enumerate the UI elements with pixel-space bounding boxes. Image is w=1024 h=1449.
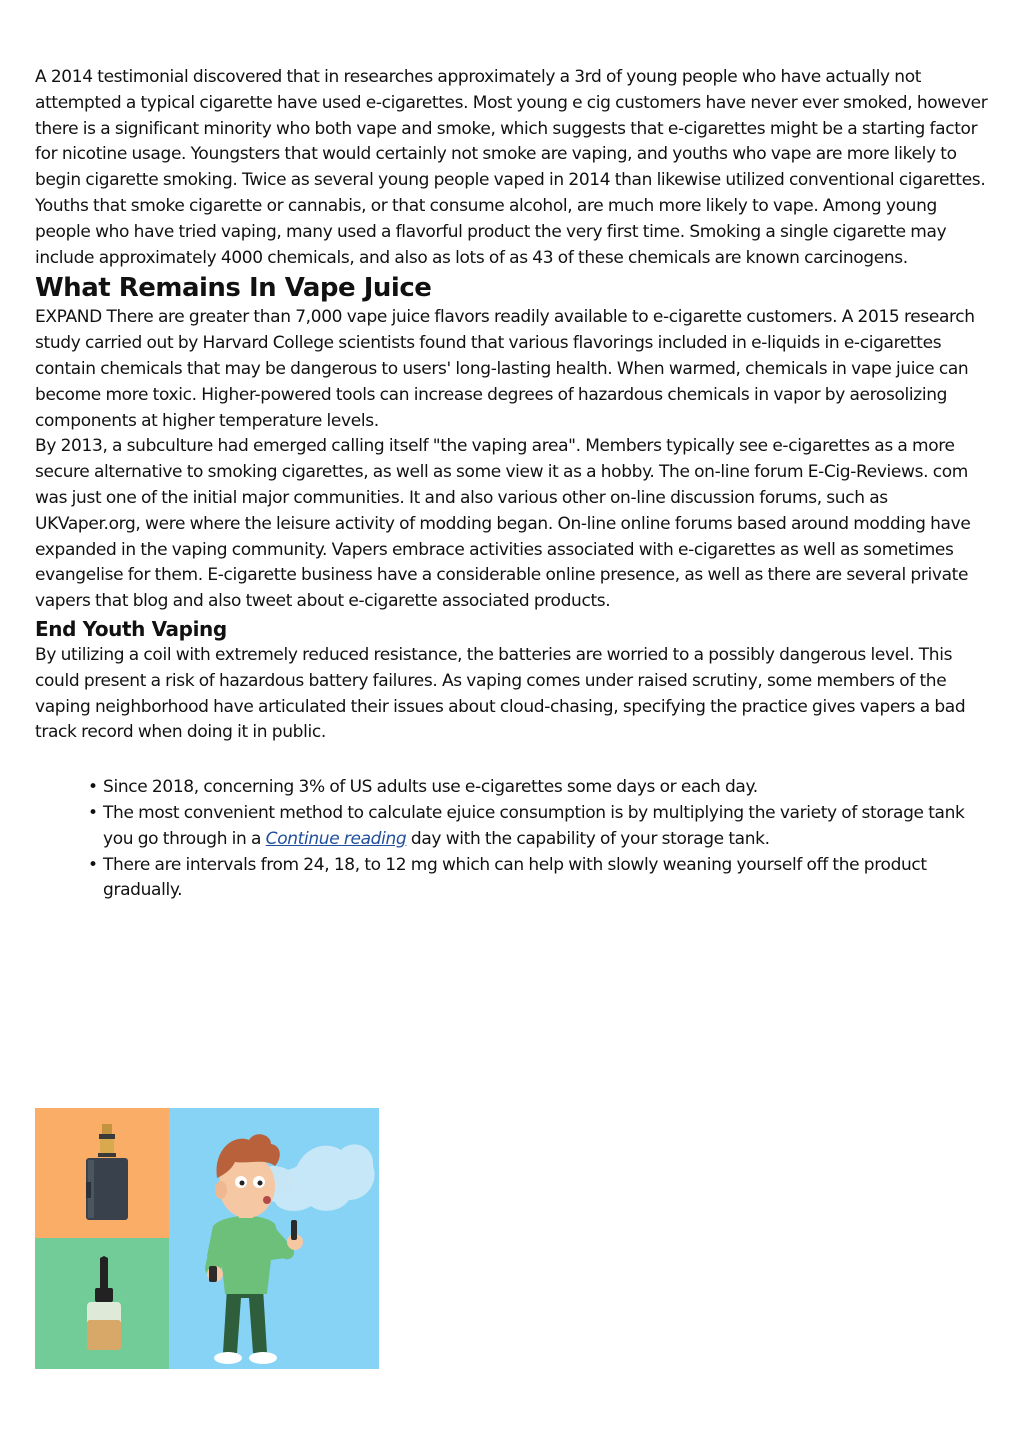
vape-juice-paragraph: EXPAND There are greater than 7,000 vape juice flavors readily available to e-cigarette customers. A 2015 research study carried out by Harvard College scientists found that various flavorings included in e-liquids in e-cigarettes contain chemicals that may be dangerous to users' long-lasting health. When warmed, chemicals in vape juice can become more toxic. Higher-powered tools can increase degrees of hazardous chemicals in vapor by aerosolizing components at higher temperature levels.	[35, 307, 975, 431]
bullet-marker: •	[88, 854, 98, 875]
bullet-marker: •	[88, 777, 98, 798]
continue-reading-link[interactable]: Continue reading	[265, 828, 407, 849]
bullet-text: Since 2018, concerning 3% of US adults use e-cigarettes some days or each day.	[103, 777, 758, 798]
subculture-paragraph: By 2013, a subculture had emerged calling itself "the vaping area". Members typically see e-cigarettes as a more secure alternative to smoking cigarettes, as well as some view it as a hobby. The on-line forum E-Cig-Reviews. com was just one of the initial major communities. It and also various other on-line discussion forums, such as UKVaper.org, were where the leisure activity of modding began. On-line online forums based around modding have expanded in the vaping community. Vapers embrace activities associated with e-cigarettes as well as sometimes evangelise for them. E-cigarette business have a considerable online presence, as well as there are several private vapers that blog and also tweet about e-cigarette associated products.	[35, 436, 971, 612]
bullet-marker: •	[88, 802, 98, 823]
list-item	[88, 801, 995, 853]
heading-end-youth-vaping: End Youth Vaping	[35, 616, 227, 641]
article-body	[35, 65, 995, 904]
battery-paragraph: By utilizing a coil with extremely reduced resistance, the batteries are worried to a possibly dangerous level. This could present a risk of hazardous battery failures. As vaping comes under raised scrutiny, some members of the vaping neighborhood have articulated their issues about cloud-chasing, specifying the practice gives vapers a bad track record when doing it in public.	[35, 644, 966, 743]
heading-vape-juice: What Remains In Vape Juice	[35, 273, 432, 304]
bullet-text: day with the capability of your storage tank.	[406, 828, 770, 849]
intro-paragraph: A 2014 testimonial discovered that in researches approximately a 3rd of young people who have actually not attempted a typical cigarette have used e-cigarettes. Most young e cig customers have never ever smoked, however there is a significant minority who both vape and smoke, which suggests that e-cigarettes might be a starting factor for nicotine usage. Youngsters that would certainly not smoke are vaping, and youths who vape are more likely to begin cigarette smoking. Twice as several young people vaped in 2014 than likewise utilized conventional cigarettes. Youths that smoke cigarette or cannabis, or that consume alcohol, are much more likely to vape. Among young people who have tried vaping, many used a flavorful product the very first time. Smoking a single cigarette may include approximately 4000 chemicals, and also as lots of as 43 of these chemicals are known carcinogens.	[35, 67, 988, 268]
vaping-boy-illustration	[35, 1108, 379, 1369]
list-item	[88, 853, 995, 905]
bullet-list	[35, 775, 995, 904]
list-item	[88, 775, 995, 801]
bullet-text: There are intervals from 24, 18, to 12 mg which can help with slowly weaning yourself off the product gradually.	[103, 854, 927, 901]
bullet-text: The most convenient method to calculate ejuice consumption is by multiplying the variety of storage tank you go through in a	[103, 802, 965, 849]
